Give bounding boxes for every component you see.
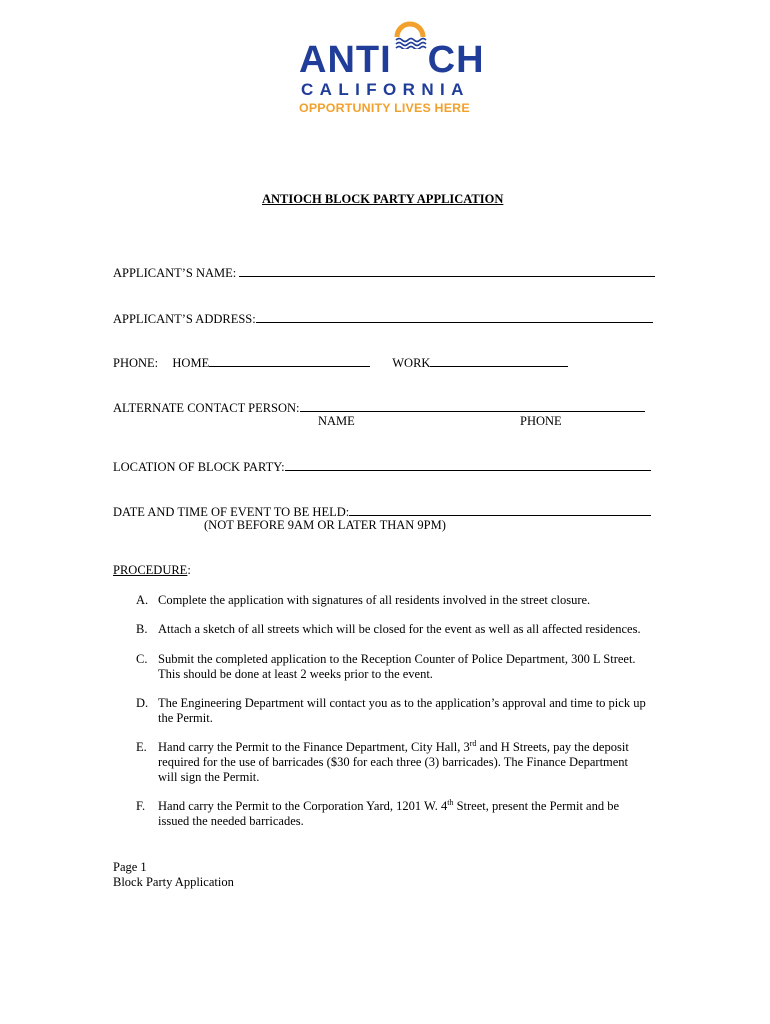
item-text: Attach a sketch of all streets which will be closed for the event as well as all affected residences. [158, 622, 641, 636]
sun-wave-icon [392, 42, 428, 72]
item-text-part: and H Streets, pay the deposit required for the use of barricades ($30 for each three (3) barricades). The Finance Department will sign the Permit. [158, 740, 629, 784]
logo-name-part1: ANTI [299, 39, 392, 81]
item-letter: C. [136, 652, 148, 666]
alternate-contact-line[interactable] [300, 400, 645, 412]
location-label: LOCATION OF BLOCK PARTY: [113, 460, 285, 474]
item-letter: E. [136, 740, 147, 754]
item-letter: A. [136, 593, 149, 607]
item-text-part: Street, present the Permit and be issued the needed barricades. [158, 799, 620, 828]
applicant-address-label: APPLICANT’S ADDRESS: [113, 312, 256, 326]
phone-row [113, 355, 568, 371]
logo [299, 37, 485, 83]
phone-label: PHONE: [113, 356, 159, 370]
item-text [158, 740, 638, 785]
alternate-name-caption: NAME [318, 414, 355, 428]
applicant-name-label: APPLICANT’S NAME: [113, 266, 237, 280]
work-label: WORK [392, 356, 431, 370]
logo-name-part2: CH [427, 39, 485, 81]
alternate-contact-row [113, 400, 645, 416]
logo-subtitle: CALIFORNIA [301, 80, 470, 99]
home-phone-line[interactable] [209, 355, 370, 367]
item-text: The Engineering Department will contact you as to the application’s approval and time to pick up the Permit. [158, 696, 646, 725]
work-phone-line[interactable] [430, 355, 568, 367]
procedure-heading [113, 563, 191, 578]
procedure-heading-text: PROCEDURE [113, 563, 188, 577]
procedure-heading-colon: : [187, 563, 191, 577]
applicant-name-line[interactable] [239, 265, 655, 277]
ordinal-suffix: rd [469, 738, 477, 748]
date-time-line[interactable] [349, 504, 651, 516]
location-row [113, 459, 651, 475]
date-time-note: (NOT BEFORE 9AM OR LATER THAN 9PM) [204, 518, 446, 532]
item-letter: B. [136, 622, 148, 636]
item-text [158, 799, 633, 829]
footer-doc-name: Block Party Application [113, 875, 234, 889]
logo-tagline: OPPORTUNITY LIVES HERE [299, 101, 470, 115]
applicant-address-row [113, 311, 653, 327]
applicant-name-row [113, 265, 655, 281]
applicant-address-line[interactable] [256, 311, 653, 323]
alternate-contact-label: ALTERNATE CONTACT PERSON: [113, 401, 300, 415]
item-letter: F. [136, 799, 146, 813]
home-label: HOME [172, 356, 210, 370]
page-number: Page 1 [113, 860, 147, 874]
ordinal-suffix: th [447, 797, 454, 807]
item-text-part: Hand carry the Permit to the Corporation Yard, 1201 W. 4 [158, 799, 448, 813]
item-letter: D. [136, 696, 149, 710]
alternate-phone-caption: PHONE [520, 414, 562, 428]
item-text: Submit the completed application to the Reception Counter of Police Department, 300 L Street. This should be done at least 2 weeks prior to the event. [158, 652, 636, 681]
page-title: ANTIOCH BLOCK PARTY APPLICATION [262, 192, 504, 206]
date-time-label: DATE AND TIME OF EVENT TO BE HELD: [113, 505, 350, 519]
item-text-part: Hand carry the Permit to the Finance Department, City Hall, 3 [158, 740, 470, 754]
item-text: Complete the application with signatures of all residents involved in the street closure. [158, 593, 591, 607]
location-line[interactable] [285, 459, 651, 471]
